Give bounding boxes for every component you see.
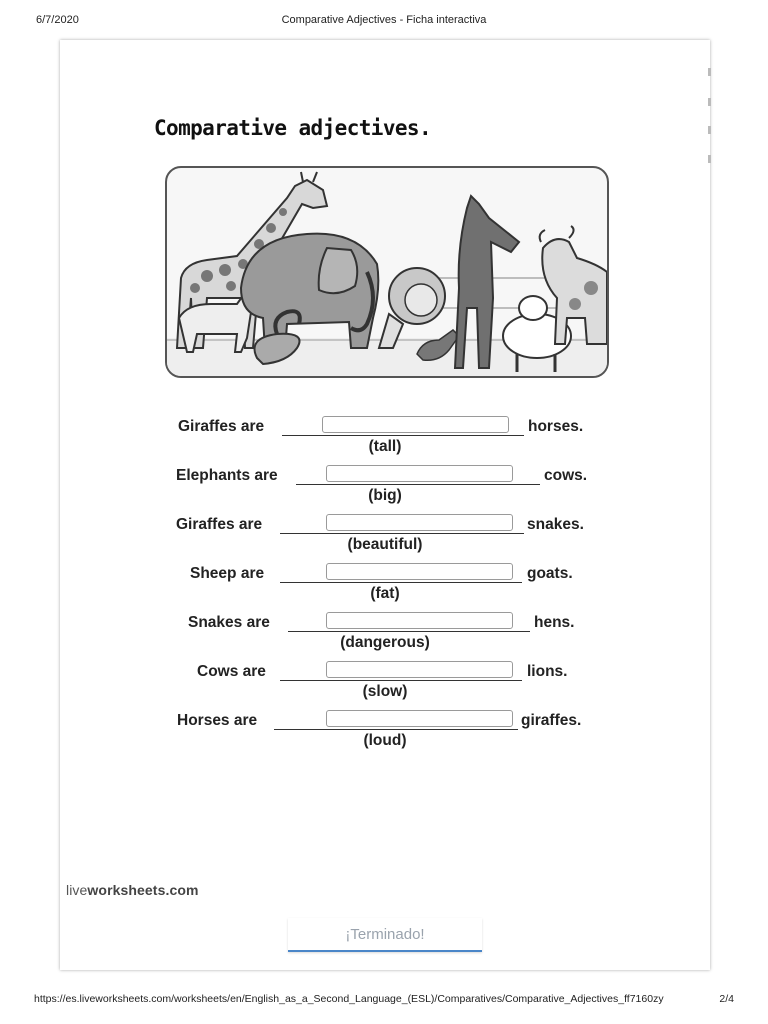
exercise-object: snakes. <box>527 516 584 533</box>
exercise-hint-4: (fat) <box>370 585 400 602</box>
finish-button[interactable]: ¡Terminado! <box>288 918 482 952</box>
exercise-subject: Giraffes are <box>178 418 265 435</box>
exercise-row-3 <box>150 514 620 536</box>
exercise-row-7 <box>150 710 620 732</box>
answer-line <box>280 582 522 583</box>
answer-input-7[interactable] <box>326 710 513 727</box>
exercise-subject: Giraffes are <box>176 516 263 533</box>
exercise-row-6 <box>150 661 620 683</box>
answer-input-1[interactable] <box>322 416 509 433</box>
answer-input-2[interactable] <box>326 465 513 482</box>
answer-input-6[interactable] <box>326 661 513 678</box>
lion-drawing <box>379 268 445 348</box>
elephant-drawing <box>241 234 378 350</box>
exercise-object: horses. <box>528 418 584 435</box>
exercise-hint-3: (beautiful) <box>347 536 423 553</box>
exercise-object: hens. <box>534 614 575 631</box>
print-date: 6/7/2020 <box>36 14 79 26</box>
answer-line <box>296 484 540 485</box>
exercise-row-5 <box>150 612 620 634</box>
exercise-row-1 <box>150 416 620 438</box>
answer-line <box>280 533 524 534</box>
answer-input-3[interactable] <box>326 514 513 531</box>
print-page-title: Comparative Adjectives - Ficha interactiva <box>281 14 487 26</box>
exercise-subject: Horses are <box>177 712 258 729</box>
print-url: https://es.liveworksheets.com/worksheets/en/English_as_a_Second_Language_(ESL)/Comparatives/Comparative_Adjectives_ff7160zy <box>34 993 664 1005</box>
exercise-object: lions. <box>527 663 568 680</box>
exercise-hint-1: (tall) <box>368 438 402 455</box>
exercise-subject: Cows are <box>197 663 266 680</box>
exercise-row-2 <box>150 465 620 487</box>
exercise-object: goats. <box>527 565 573 582</box>
answer-line <box>274 729 518 730</box>
brand-prefix: live <box>66 882 88 898</box>
exercise-subject: Sheep are <box>190 565 265 582</box>
worksheet-title: Comparative adjectives. <box>154 116 431 140</box>
print-header <box>0 14 768 30</box>
exercise-hint-7: (loud) <box>363 732 407 749</box>
exercise-object: cows. <box>544 467 588 484</box>
answer-input-4[interactable] <box>326 563 513 580</box>
answer-input-5[interactable] <box>326 612 513 629</box>
print-page-number: 2/4 <box>719 993 734 1005</box>
answer-line <box>288 631 530 632</box>
exercise-object: giraffes. <box>521 712 582 729</box>
brand-suffix: worksheets.com <box>87 882 199 898</box>
answer-line <box>282 435 524 436</box>
scroll-indicator <box>708 68 714 168</box>
exercise-hint-6: (slow) <box>362 683 408 700</box>
exercise-row-4 <box>150 563 620 585</box>
animals-illustration <box>165 166 609 378</box>
liveworksheets-logo <box>66 882 199 898</box>
exercise-subject: Snakes are <box>188 614 270 631</box>
exercise-subject: Elephants are <box>176 467 278 484</box>
animals-image <box>167 168 607 376</box>
exercise-hint-5: (dangerous) <box>340 634 430 651</box>
print-footer <box>0 993 768 1009</box>
exercise-hint-2: (big) <box>368 487 402 504</box>
answer-line <box>280 680 522 681</box>
